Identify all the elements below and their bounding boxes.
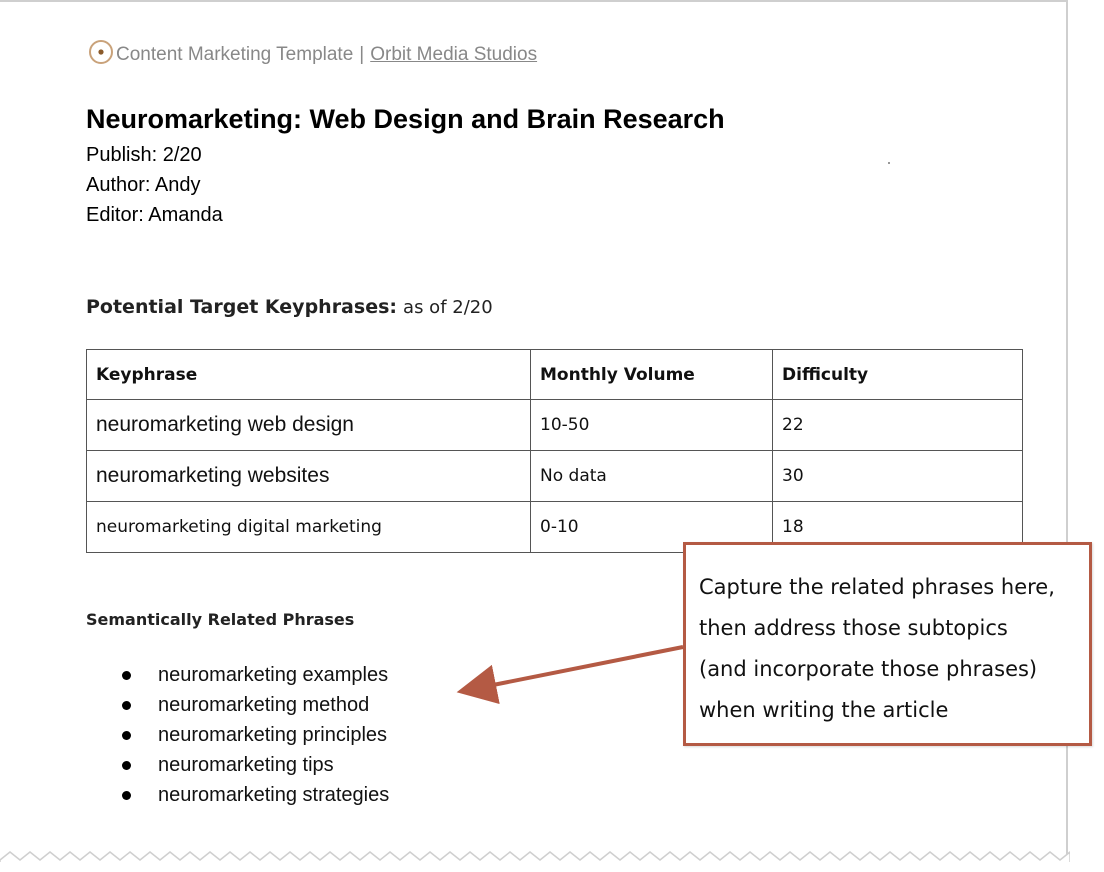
bullet-icon <box>122 671 131 680</box>
table-row <box>87 400 1023 451</box>
difficulty-cell: 22 <box>773 400 1023 451</box>
list-item-text: neuromarketing strategies <box>158 784 390 806</box>
stray-mark <box>888 162 890 164</box>
volume-cell: 10-50 <box>531 400 773 451</box>
keyphrases-heading <box>86 296 493 318</box>
bullet-icon <box>122 791 131 800</box>
column-header-volume: Monthly Volume <box>531 350 773 400</box>
table-row <box>87 451 1023 502</box>
related-phrases-list <box>118 660 389 810</box>
keyphrase-cell: neuromarketing web design <box>87 400 531 451</box>
list-item-text: neuromarketing principles <box>158 724 388 746</box>
list-item <box>118 690 389 720</box>
difficulty-cell: 18 <box>773 502 1023 553</box>
bullet-icon <box>122 761 131 770</box>
table-header-row <box>87 350 1023 400</box>
column-header-difficulty: Difficulty <box>773 350 1023 400</box>
editor-line: Editor: Amanda <box>86 204 223 226</box>
list-item <box>118 660 389 690</box>
callout-line: (and incorporate those phrases) <box>699 657 1038 681</box>
document-header <box>88 42 537 68</box>
difficulty-cell: 30 <box>773 451 1023 502</box>
bullet-icon <box>122 731 131 740</box>
bullet-icon <box>122 701 131 710</box>
keyphrase-cell: neuromarketing digital marketing <box>87 502 531 553</box>
keyphrase-table <box>86 349 1023 553</box>
template-label: Content Marketing Template <box>116 44 354 65</box>
company-link[interactable]: Orbit Media Studios <box>370 44 538 65</box>
callout-line: Capture the related phrases here, <box>699 575 1055 599</box>
keyphrases-heading-date: as of 2/20 <box>403 297 493 318</box>
callout-box <box>683 542 1092 746</box>
publish-date: Publish: 2/20 <box>86 144 202 166</box>
author-line: Author: Andy <box>86 174 201 196</box>
callout-line: when writing the article <box>699 698 949 722</box>
torn-edge <box>0 850 1070 872</box>
document-title: Neuromarketing: Web Design and Brain Research <box>86 104 725 134</box>
keyphrases-heading-label: Potential Target Keyphrases: <box>86 296 397 318</box>
callout-line: then address those subtopics <box>699 616 1008 640</box>
list-item-text: neuromarketing method <box>158 694 370 716</box>
orbit-logo-icon <box>88 39 114 65</box>
list-item <box>118 720 389 750</box>
header-separator: | <box>359 44 365 65</box>
list-item-text: neuromarketing tips <box>158 754 334 776</box>
volume-cell: 0-10 <box>531 502 773 553</box>
related-phrases-heading: Semantically Related Phrases <box>86 610 355 629</box>
list-item-text: neuromarketing examples <box>158 664 389 686</box>
column-header-keyphrase: Keyphrase <box>87 350 531 400</box>
volume-cell: No data <box>531 451 773 502</box>
list-item <box>118 780 389 810</box>
list-item <box>118 750 389 780</box>
keyphrase-cell: neuromarketing websites <box>87 451 531 502</box>
